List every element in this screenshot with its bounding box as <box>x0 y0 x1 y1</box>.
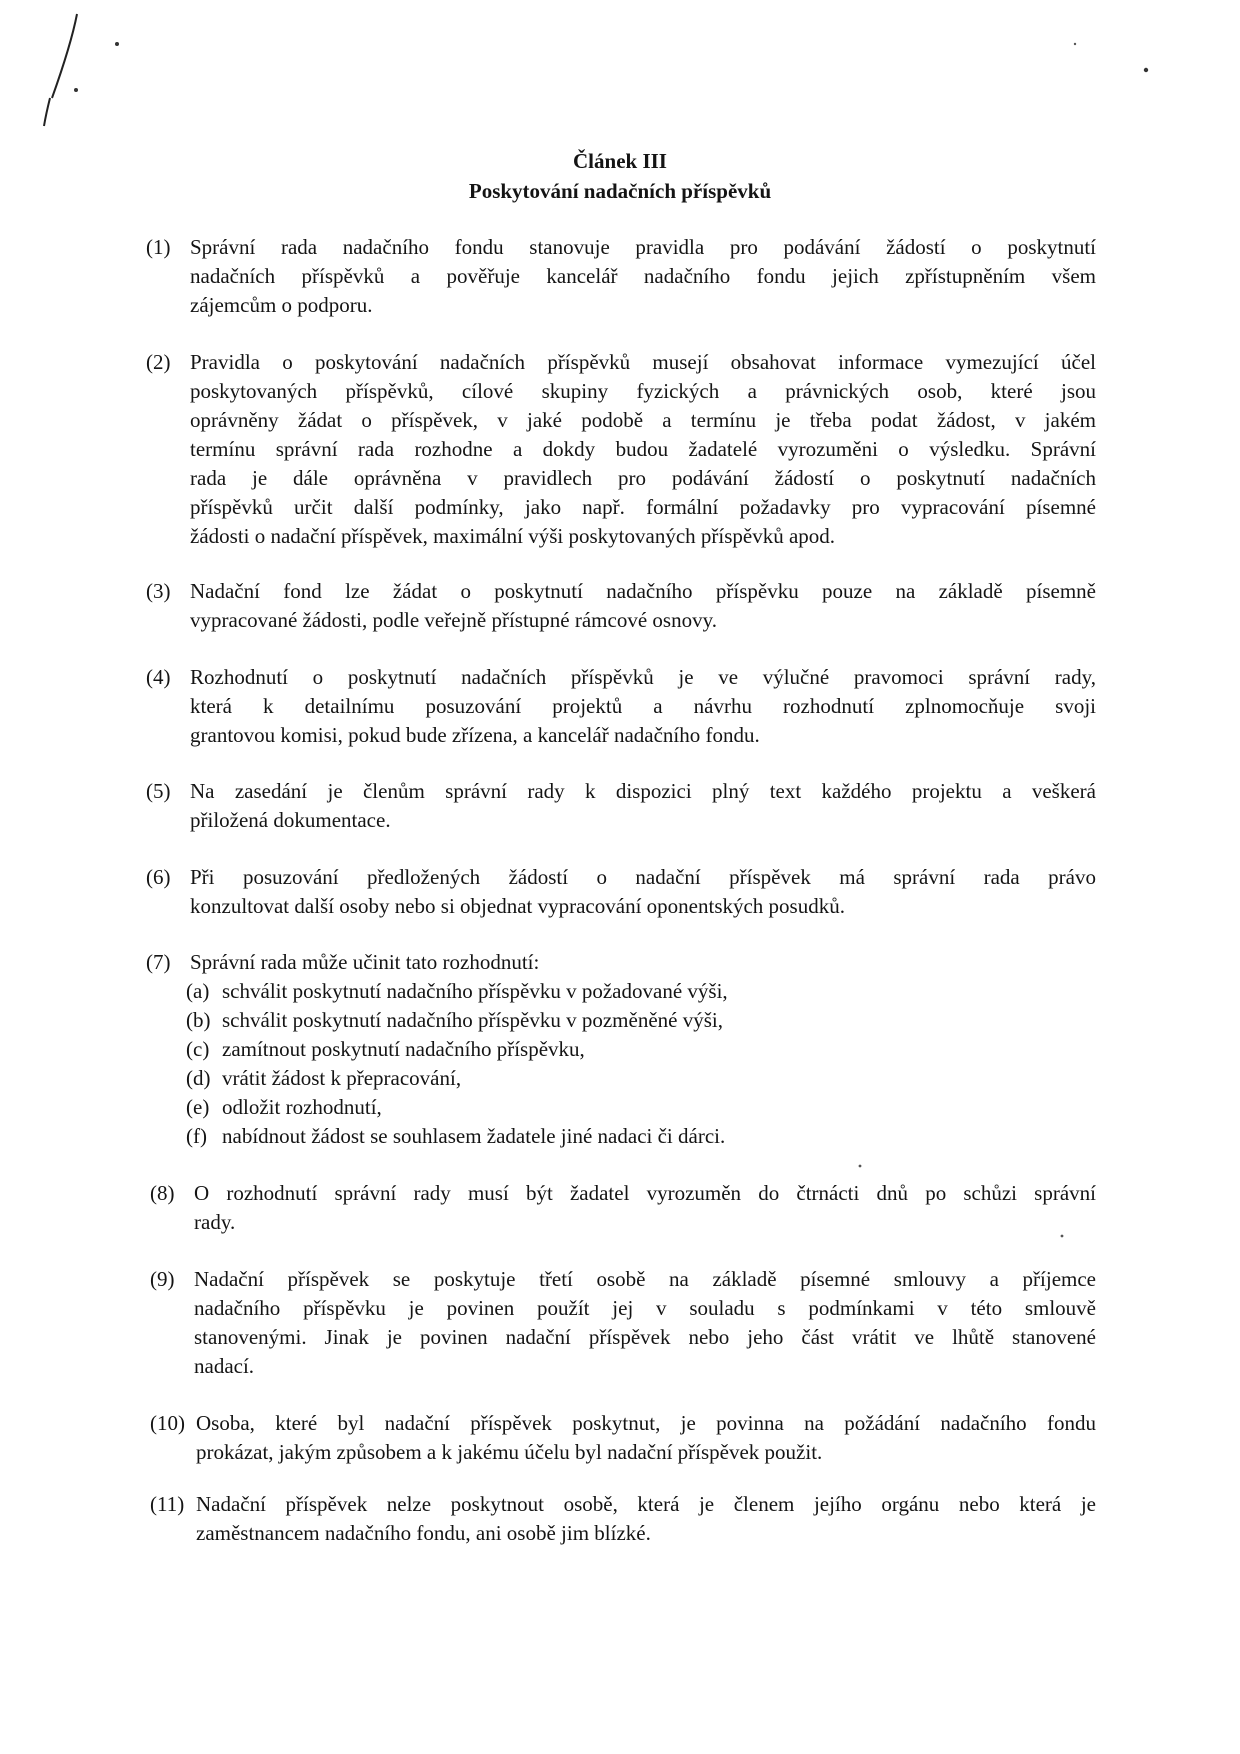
speck <box>1074 43 1076 45</box>
paragraph-line: vypracované žádosti, podle veřejně přístupné rámcové osnovy. <box>190 608 717 632</box>
paragraph-body <box>190 777 1096 835</box>
paragraph-line: žádosti o nadační příspěvek, maximální výši poskytovaných příspěvků apod. <box>190 524 836 548</box>
paragraph-body <box>190 348 1096 551</box>
paragraph-line: Nadační příspěvek se poskytuje třetí osobě na základě písemné smlouvy a příjemce <box>194 1267 1096 1291</box>
paragraph-10 <box>150 1409 1096 1469</box>
paragraph-3 <box>146 577 1096 637</box>
paragraph-number: (1) <box>146 235 171 259</box>
list-item-text: odložit rozhodnutí, <box>222 1095 382 1119</box>
paragraph-7 <box>146 948 1096 1158</box>
speck <box>115 42 119 46</box>
list-item-label: (b) <box>186 1008 211 1032</box>
list-item-text: schválit poskytnutí nadačního příspěvku v pozměněné výši, <box>222 1008 723 1032</box>
paragraph-1 <box>146 233 1096 323</box>
list-item-text: nabídnout žádost se souhlasem žadatele jiné nadaci či dárci. <box>222 1124 726 1148</box>
article-subtitle: Poskytování nadačních příspěvků <box>468 179 772 203</box>
paragraph-number: (3) <box>146 579 171 603</box>
list-item-label: (e) <box>186 1095 210 1119</box>
paragraph-4 <box>146 663 1096 753</box>
paragraph-number: (9) <box>150 1267 175 1291</box>
paragraph-body <box>194 1179 1096 1237</box>
paragraph-line: nadačních příspěvků a pověřuje kancelář nadačního fondu jejich zpřístupněním všem <box>190 264 1096 288</box>
paragraph-number: (2) <box>146 350 171 374</box>
paragraph-8 <box>150 1179 1096 1239</box>
paragraph-line: poskytovaných příspěvků, cílové skupiny fyzických a právnických osob, které jsou <box>190 379 1096 403</box>
paragraph-line: stanovenými. Jinak je povinen nadační příspěvek nebo jeho část vrátit ve lhůtě stanovené <box>194 1325 1096 1349</box>
paragraph-body <box>194 1265 1096 1381</box>
pen-stroke-bottom <box>44 98 50 126</box>
paragraph-11 <box>150 1490 1096 1550</box>
paragraph-number: (11) <box>150 1492 185 1516</box>
list-item <box>186 1035 585 1064</box>
paragraph-body <box>190 863 1096 921</box>
list-item-text: zamítnout poskytnutí nadačního příspěvku, <box>222 1037 585 1061</box>
list-item <box>186 1064 461 1093</box>
list-item-label: (d) <box>186 1066 211 1090</box>
paragraph-line: nadačního příspěvku je povinen použít jej v souladu s podmínkami v této smlouvě <box>194 1296 1096 1320</box>
pen-stroke-top <box>52 14 77 98</box>
paragraph-line: nadací. <box>194 1354 255 1378</box>
paragraph-line: O rozhodnutí správní rady musí být žadatel vyrozuměn do čtrnácti dnů po schůzi správní <box>194 1181 1096 1205</box>
paragraph-line: zájemcům o podporu. <box>190 293 373 317</box>
paragraph-line: rady. <box>194 1210 236 1234</box>
paragraph-line: termínu správní rada rozhodne a dokdy budou žadatelé vyrozuměni o výsledku. Správní <box>190 437 1096 461</box>
list-item-text: vrátit žádost k přepracování, <box>222 1066 462 1090</box>
article-title: Článek III <box>573 149 667 173</box>
paragraph-body <box>190 663 1096 750</box>
paragraph-line: přiložená dokumentace. <box>190 808 391 832</box>
paragraph-body <box>196 1490 1096 1548</box>
list-item <box>186 1006 723 1035</box>
paragraph-line: Pravidla o poskytování nadačních příspěvků musejí obsahovat informace vymezující účel <box>190 350 1096 374</box>
paragraph-line: oprávněny žádat o příspěvek, v jaké podobě a termínu je třeba podat žádost, v jakém <box>190 408 1096 432</box>
paragraph-body <box>190 233 1096 320</box>
paragraph-line: rada je dále oprávněna v pravidlech pro podávání žádostí o poskytnutí nadačních <box>190 466 1096 490</box>
paragraph-number: (8) <box>150 1181 175 1205</box>
speck <box>74 88 78 92</box>
paragraph-body <box>190 577 1096 635</box>
paragraph-2 <box>146 348 1096 558</box>
paragraph-line: která k detailnímu posuzování projektů a návrhu rozhodnutí zplnomocňuje svoji <box>190 694 1096 718</box>
list-lead: Správní rada může učinit tato rozhodnutí: <box>190 950 540 974</box>
paragraph-line: Při posuzování předložených žádostí o nadační příspěvek má správní rada právo <box>190 865 1096 889</box>
list-item-text: schválit poskytnutí nadačního příspěvku v požadované výši, <box>222 979 728 1003</box>
paragraph-body <box>196 1409 1096 1467</box>
paragraph-line: zaměstnancem nadačního fondu, ani osobě jim blízké. <box>196 1521 651 1545</box>
paragraph-9 <box>150 1265 1096 1385</box>
paragraph-5 <box>146 777 1096 837</box>
paragraph-number: (7) <box>146 950 171 974</box>
paragraph-number: (6) <box>146 865 171 889</box>
paragraph-6 <box>146 863 1096 923</box>
paragraph-line: konzultovat další osoby nebo si objednat vypracování oponentských posudků. <box>190 894 845 918</box>
list-item-label: (a) <box>186 979 210 1003</box>
paragraph-line: Rozhodnutí o poskytnutí nadačních příspěvků je ve výlučné pravomoci správní rady, <box>190 665 1096 689</box>
paragraph-line: Nadační příspěvek nelze poskytnout osobě, která je členem jejího orgánu nebo která je <box>196 1492 1096 1516</box>
speck <box>1144 68 1148 72</box>
paragraph-number: (4) <box>146 665 171 689</box>
list-item <box>186 1122 725 1151</box>
paragraph-line: Osoba, které byl nadační příspěvek poskytnut, je povinna na požádání nadačního fondu <box>196 1411 1096 1435</box>
speck <box>859 1165 862 1168</box>
paragraph-line: Nadační fond lze žádat o poskytnutí nadačního příspěvku pouze na základě písemně <box>190 579 1096 603</box>
paragraph-number: (10) <box>150 1411 185 1435</box>
paragraph-line: grantovou komisi, pokud bude zřízena, a kancelář nadačního fondu. <box>190 723 760 747</box>
paragraph-line: Na zasedání je členům správní rady k dispozici plný text každého projektu a veškerá <box>190 779 1096 803</box>
paragraph-line: příspěvků určit další podmínky, jako např. formální požadavky pro vypracování písemné <box>190 495 1096 519</box>
list-item <box>186 977 728 1006</box>
paragraph-line: prokázat, jakým způsobem a k jakému účelu byl nadační příspěvek použit. <box>196 1440 823 1464</box>
paragraph-line: Správní rada nadačního fondu stanovuje pravidla pro podávání žádostí o poskytnutí <box>190 235 1096 259</box>
article-heading <box>0 146 1240 206</box>
list-item <box>186 1093 382 1122</box>
list-item-label: (c) <box>186 1037 210 1061</box>
list-item-label: (f) <box>186 1124 207 1148</box>
paragraph-number: (5) <box>146 779 171 803</box>
